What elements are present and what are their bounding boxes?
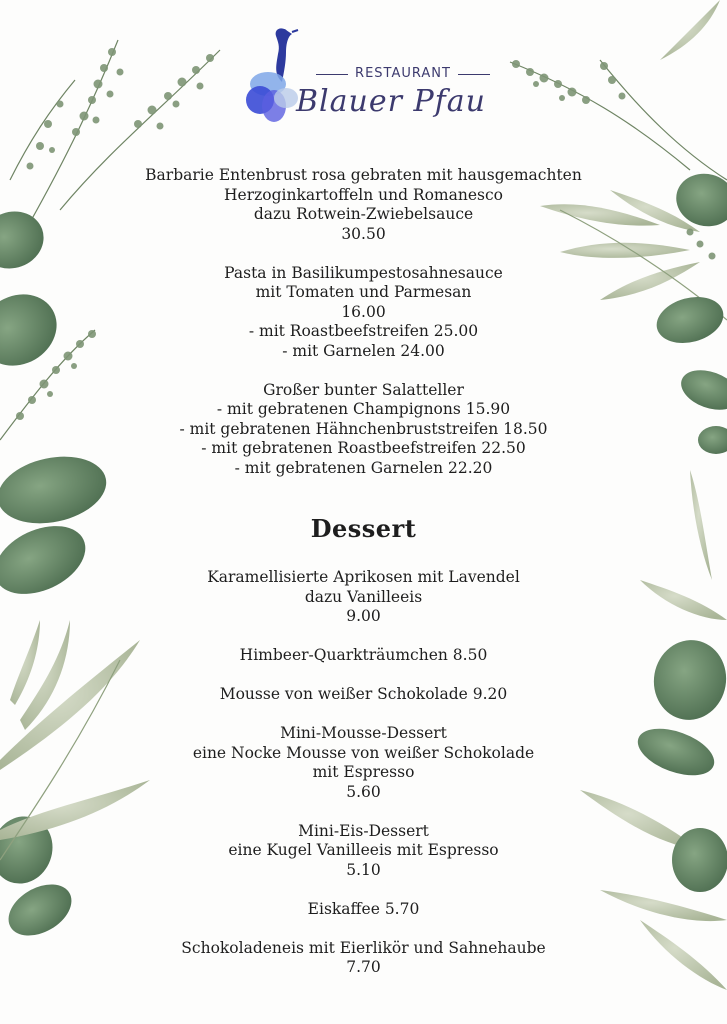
menu-item	[0, 166, 727, 244]
menu-item-line: Großer bunter Salatteller	[263, 380, 464, 399]
menu-item-option: - mit Garnelen 24.00	[282, 341, 445, 360]
dessert-item-line: Eiskaffee 5.70	[307, 899, 420, 918]
dessert-item	[0, 646, 727, 666]
restaurant-label: RESTAURANT	[328, 66, 478, 81]
dessert-item-line: eine Kugel Vanilleeis mit Espresso	[228, 841, 499, 859]
menu-item-option: - mit gebratenen Garnelen 22.20	[234, 458, 493, 477]
dessert-item	[0, 939, 727, 978]
dessert-item-line: Mini-Eis-Dessert	[298, 821, 429, 840]
dessert-item	[0, 685, 727, 705]
dessert-item-price: 7.70	[346, 958, 381, 976]
restaurant-name: Blauer Pfau	[296, 84, 486, 119]
restaurant-header	[240, 22, 490, 142]
dessert-item	[0, 568, 727, 627]
dessert-section	[0, 514, 727, 978]
menu-item	[0, 381, 727, 479]
dessert-item-price: 5.10	[346, 860, 381, 879]
menu-item-line: Barbarie Entenbrust rosa gebraten mit hausgemachten	[145, 166, 582, 184]
menu-item-line: dazu Rotwein-Zwiebelsauce	[253, 205, 474, 223]
berry-sprig-top-right	[510, 60, 727, 180]
dessert-item	[0, 724, 727, 802]
menu-item-line: Herzoginkartoffeln und Romanesco	[224, 185, 503, 204]
main-dishes-list	[0, 166, 727, 478]
menu-item-price: 16.00	[341, 302, 386, 321]
menu-item-price: 30.50	[341, 224, 386, 243]
menu-item-line: mit Tomaten und Parmesan	[255, 283, 472, 301]
menu-item-option: - mit gebratenen Roastbeefstreifen 22.50	[201, 439, 526, 457]
dessert-item-line: dazu Vanilleeis	[304, 587, 423, 606]
section-title-dessert: Dessert	[310, 514, 417, 543]
dessert-item	[0, 900, 727, 920]
dessert-item-line: Mousse von weißer Schokolade 9.20	[219, 685, 508, 703]
menu-item-option: - mit gebratenen Champignons 15.90	[216, 400, 511, 418]
berry-cluster-top-left	[27, 48, 215, 170]
dessert-item-line: Schokoladeneis mit Eierlikör und Sahnehaube	[181, 938, 546, 957]
dessert-item-price: 5.60	[346, 782, 381, 801]
dessert-item-line: Mini-Mousse-Dessert	[280, 724, 447, 742]
dessert-item-line: Karamellisierte Aprikosen mit Lavendel	[207, 568, 520, 586]
menu-item-option: - mit gebratenen Hähnchenbruststreifen 18.50	[179, 419, 548, 438]
dessert-item-line: Himbeer-Quarkträumchen 8.50	[239, 646, 488, 664]
menu-item-option: - mit Roastbeefstreifen 25.00	[248, 322, 479, 340]
dessert-item-line: mit Espresso	[312, 763, 415, 781]
dessert-item-price: 9.00	[346, 607, 381, 625]
dessert-item	[0, 822, 727, 881]
dessert-item-line: eine Nocke Mousse von weißer Schokolade	[192, 743, 535, 762]
menu-item-line: Pasta in Basilikumpestosahnesauce	[224, 263, 503, 282]
menu-item	[0, 264, 727, 362]
